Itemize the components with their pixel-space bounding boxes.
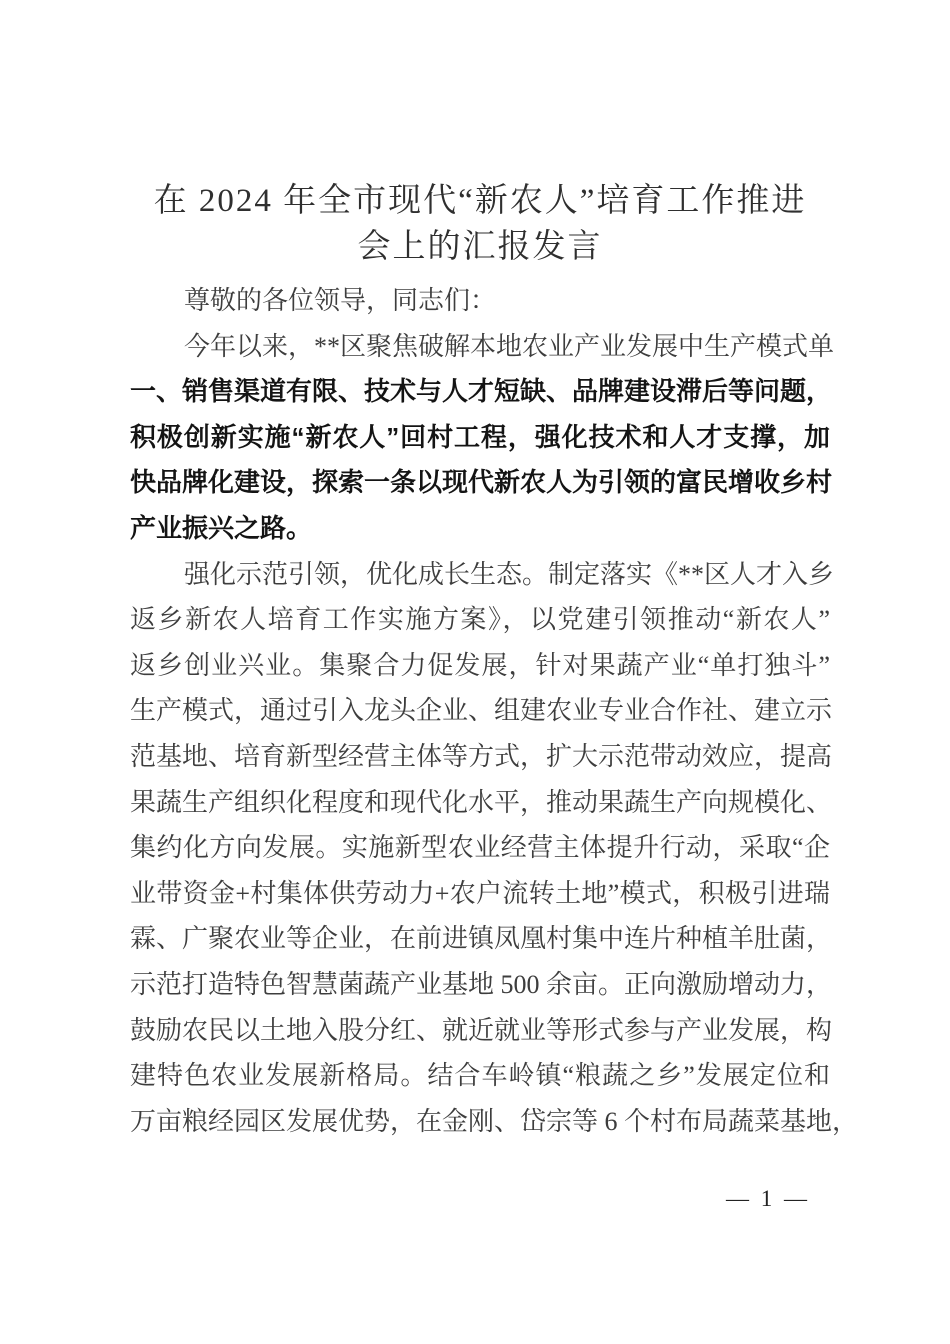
title-line: 会上的汇报发言 bbox=[357, 229, 603, 265]
body-line: 万亩粮经园区发展优势，在金刚、岱宗等 6 个村布局蔬菜基地， bbox=[130, 1106, 859, 1136]
page-number: — 1 — bbox=[726, 1186, 810, 1211]
body-line: 积极创新实施“新农人”回村工程，强化技术和人才支撑，加 bbox=[130, 421, 830, 452]
body-line: 示范打造特色智慧菌蔬产业基地 500 余亩。正向激励增动力， bbox=[130, 969, 833, 999]
document-body bbox=[130, 278, 859, 1144]
body-line: 生产模式，通过引入龙头企业、组建农业专业合作社、建立示 bbox=[130, 696, 833, 726]
body-line: 强化示范引领，优化成长生态。制定落实《**区人才入乡 bbox=[184, 559, 835, 589]
title-line: 在 2024 年全市现代“新农人”培育工作推进 bbox=[153, 183, 807, 219]
body-line: 鼓励农民以土地入股分红、就近就业等形式参与产业发展，构 bbox=[130, 1015, 833, 1045]
body-line: 产业振兴之路。 bbox=[130, 512, 313, 543]
body-line: 范基地、培育新型经营主体等方式，扩大示范带动效应，提高 bbox=[130, 741, 833, 771]
document-title bbox=[130, 178, 830, 270]
body-line: 今年以来，**区聚焦破解本地农业产业发展中生产模式单 bbox=[184, 331, 835, 361]
body-line: 集约化方向发展。实施新型农业经营主体提升行动，采取“企 bbox=[130, 833, 830, 863]
body-line: 建特色农业发展新格局。结合车岭镇“粮蔬之乡”发展定位和 bbox=[130, 1061, 830, 1091]
body-line: 返乡创业兴业。集聚合力促发展，针对果蔬产业“单打独斗” bbox=[130, 650, 830, 680]
body-line: 果蔬生产组织化程度和现代化水平，推动果蔬生产向规模化、 bbox=[130, 787, 833, 817]
body-line: 快品牌化建设，探索一条以现代新农人为引领的富民增收乡村 bbox=[130, 467, 833, 498]
body-line: 返乡新农人培育工作实施方案》，以党建引领推动“新农人” bbox=[130, 605, 830, 635]
body-line: 霖、广聚农业等企业，在前进镇凤凰村集中连片种植羊肚菌， bbox=[130, 924, 833, 954]
body-line: 业带资金+村集体供劳动力+农户流转土地”模式，积极引进瑞 bbox=[130, 878, 830, 908]
body-line: 一、销售渠道有限、技术与人才短缺、品牌建设滞后等问题， bbox=[130, 376, 833, 407]
body-line: 尊敬的各位领导，同志们： bbox=[184, 286, 497, 315]
